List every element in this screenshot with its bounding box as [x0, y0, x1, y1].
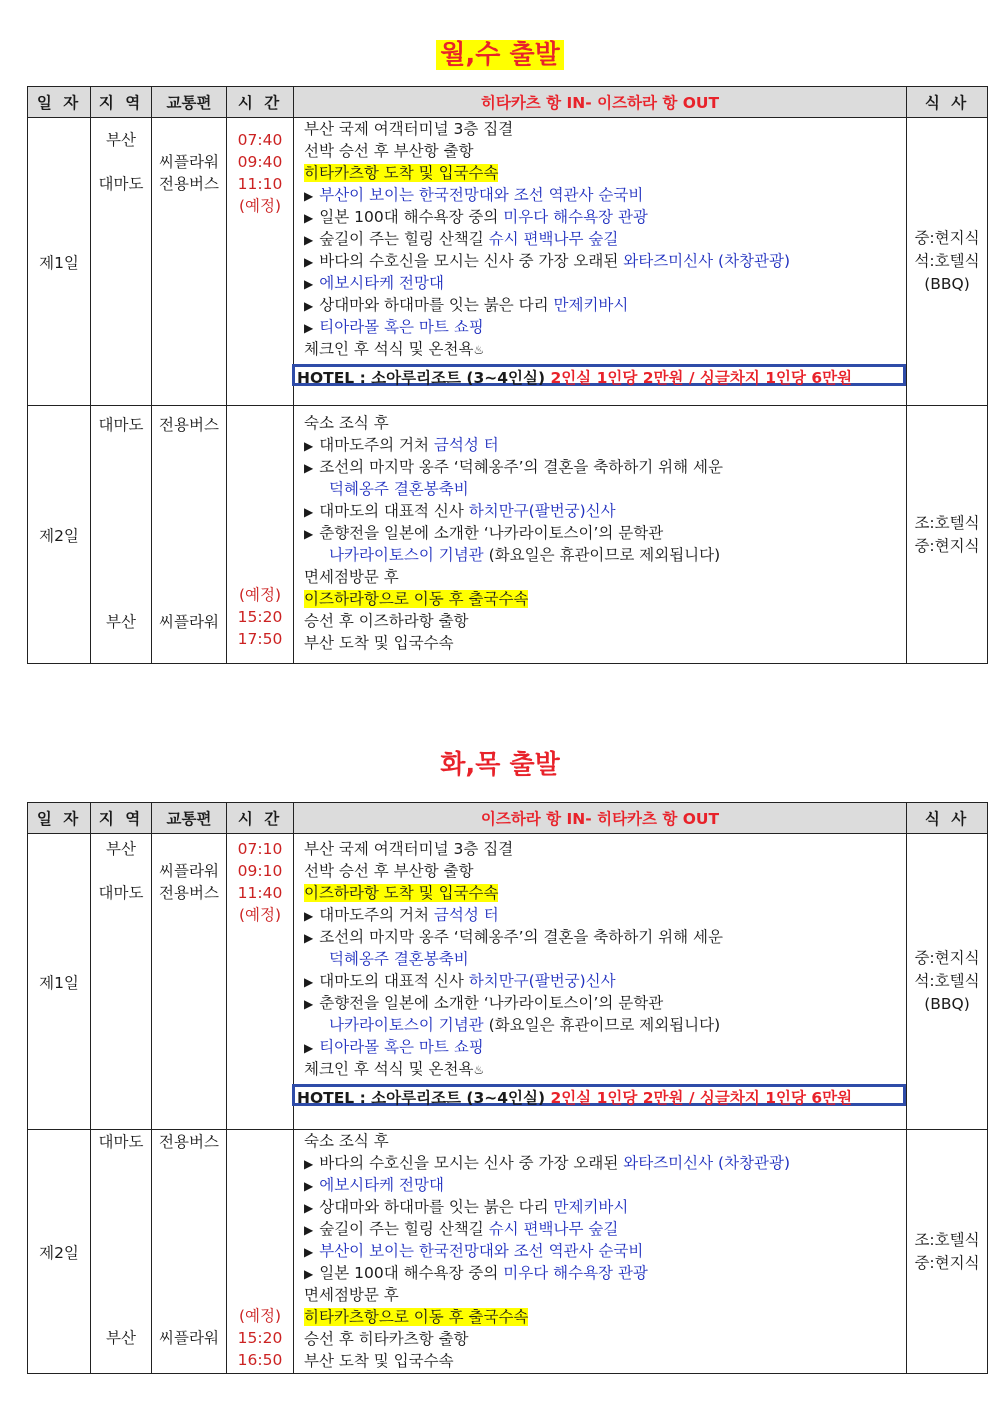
meal-cell	[907, 1130, 988, 1374]
day-label: 제1일	[28, 834, 91, 1130]
meal-line: 중:현지식	[914, 229, 980, 247]
attraction-name: 나카라이토스이 기념관	[329, 1016, 484, 1034]
schedule-table-tue-thu	[27, 802, 988, 1374]
itinerary-line: 부산 도착 및 입국수속	[304, 1352, 454, 1370]
itinerary-line	[304, 1036, 906, 1058]
time-line: 09:40	[237, 153, 283, 171]
table-row-day1	[28, 834, 988, 1130]
transport-line	[152, 129, 226, 151]
transport-bottom: 씨플라워	[159, 613, 219, 631]
hotel-price: 2인실 1인당 2만원 / 싱글차지 1인당 6만원	[550, 1089, 853, 1107]
bullet-triangle-icon: ▶	[304, 189, 314, 203]
header-region: 지 역	[91, 87, 152, 118]
line-text: 체크인 후 석식 및 온천욕	[304, 1060, 474, 1078]
attraction-name: 와타즈미신사 (차창관광)	[623, 252, 791, 270]
bullet-triangle-icon: ▶	[304, 1041, 314, 1055]
itinerary-line: 숙소 조식 후	[304, 1132, 389, 1150]
time-line: 07:40	[237, 131, 283, 149]
region-line	[91, 151, 151, 173]
region-line: 대마도	[98, 884, 144, 902]
line-prefix: 조선의 마지막 옹주 ‘덕혜옹주’의 결혼을 축하하기 위해 세운	[319, 458, 723, 476]
meal-line: 조:호텔식	[914, 513, 980, 532]
meal-line: (BBQ)	[924, 275, 970, 293]
time-line: 09:10	[237, 862, 283, 880]
itinerary-line	[304, 500, 906, 522]
itinerary-line: 승선 후 이즈하라항 출항	[304, 612, 469, 630]
itinerary-line	[304, 926, 906, 948]
header-meal: 식 사	[907, 803, 988, 834]
itinerary-line	[304, 904, 906, 926]
header-day: 일 자	[28, 87, 91, 118]
itinerary-line	[304, 1196, 906, 1218]
line-prefix: 상대마와 하대마를 잇는 붉은 다리	[319, 1198, 554, 1216]
itinerary-line: 승선 후 히타카츠항 출항	[304, 1330, 469, 1348]
itinerary-line	[304, 272, 906, 294]
hotel-info	[297, 360, 906, 387]
line-suffix: (화요일은 휴관이므로 제외됩니다)	[483, 546, 721, 564]
line-prefix: 일본 100대 해수욕장 중의	[319, 208, 504, 226]
itinerary-line: 부산 국제 여객터미널 3층 집결	[304, 120, 514, 138]
day-label: 제1일	[28, 118, 91, 406]
time-line: 16:50	[237, 1351, 283, 1369]
header-meal: 식 사	[907, 87, 988, 118]
attraction-name: 티아라몰 혹은 마트 쇼핑	[319, 318, 484, 336]
itinerary-line	[304, 206, 906, 228]
itinerary-line	[304, 184, 906, 206]
transport-cell	[152, 118, 227, 406]
header-route: 이즈하라 항 IN- 히타카츠 항 OUT	[294, 803, 907, 834]
meal-line: 중:현지식	[914, 536, 980, 555]
table-row-day2	[28, 406, 988, 664]
bullet-triangle-icon: ▶	[304, 1267, 314, 1281]
itinerary-line	[304, 882, 906, 904]
time-line: (예정)	[238, 586, 282, 604]
attraction-name: 미우다 해수욕장 관광	[503, 1264, 648, 1282]
header-transport: 교통편	[152, 87, 227, 118]
table-row-day1	[28, 118, 988, 406]
bullet-triangle-icon: ▶	[304, 1245, 314, 1259]
region-cell	[91, 834, 152, 1130]
bullet-triangle-icon: ▶	[304, 255, 314, 269]
meal-line: 중:현지식	[914, 949, 980, 967]
itinerary-line	[304, 588, 906, 610]
meal-line: 석:호텔식	[914, 972, 980, 990]
attraction-name: 만제키바시	[553, 296, 629, 314]
line-prefix: 춘향전을 일본에 소개한 ‘나카라이토스이’의 문학관	[319, 524, 664, 542]
meal-line: (BBQ)	[924, 995, 970, 1013]
line-prefix: 대마도주의 거처	[319, 436, 434, 454]
time-line: (예정)	[238, 906, 282, 924]
hot-spring-icon: ♨	[473, 343, 485, 357]
transport-line	[152, 838, 226, 860]
itinerary-line: 선박 승선 후 부산항 출항	[304, 142, 474, 160]
table-row-day2	[28, 1130, 988, 1374]
itinerary-line	[304, 544, 906, 566]
line-prefix: 조선의 마지막 옹주 ‘덕혜옹주’의 결혼을 축하하기 위해 세운	[319, 928, 723, 946]
transport-top: 전용버스	[159, 1133, 219, 1151]
attraction-name: 금석성 터	[433, 436, 499, 454]
bullet-triangle-icon: ▶	[304, 299, 314, 313]
bullet-triangle-icon: ▶	[304, 1179, 314, 1193]
hotel-box	[292, 364, 906, 386]
region-line: 부산	[106, 840, 136, 858]
line-prefix: 숲길이 주는 힐링 산책길	[319, 1220, 489, 1238]
region-bottom: 부산	[106, 613, 136, 631]
itinerary-cell	[294, 834, 907, 1130]
highlight-text: 히타카츠항 도착 및 입국수속	[304, 164, 499, 182]
itinerary-line	[304, 970, 906, 992]
region-cell	[91, 118, 152, 406]
hotel-price: 2인실 1인당 2만원 / 싱글차지 1인당 6만원	[550, 369, 853, 387]
itinerary-line	[304, 1014, 906, 1036]
line-prefix: 대마도의 대표적 신사	[319, 502, 469, 520]
transport-line: 씨플라워	[159, 862, 219, 880]
time-cell	[227, 118, 294, 406]
header-region: 지 역	[91, 803, 152, 834]
transport-cell	[152, 834, 227, 1130]
line-prefix: 대마도주의 거처	[319, 906, 434, 924]
line-text: 체크인 후 석식 및 온천욕	[304, 340, 474, 358]
hotel-label: HOTEL : 소아루리조트 (3~4인실)	[297, 1089, 551, 1107]
header-route: 히타카츠 항 IN- 이즈하라 항 OUT	[294, 87, 907, 118]
meal-line: 조:호텔식	[914, 1230, 980, 1249]
time-cell	[227, 1130, 294, 1374]
hot-spring-icon: ♨	[473, 1063, 485, 1077]
region-cell	[91, 406, 152, 664]
itinerary-line	[304, 1152, 906, 1174]
transport-cell	[152, 406, 227, 664]
itinerary-line	[304, 1174, 906, 1196]
bullet-triangle-icon: ▶	[304, 439, 314, 453]
attraction-name: 에보시타케 전망대	[319, 274, 444, 292]
attraction-name: 티아라몰 혹은 마트 쇼핑	[319, 1038, 484, 1056]
attraction-name: 와타즈미신사 (차창관광)	[623, 1154, 791, 1172]
region-line: 부산	[106, 131, 136, 149]
highlight-text: 히타카츠항으로 이동 후 출국수속	[304, 1308, 529, 1326]
itinerary-line	[304, 1240, 906, 1262]
attraction-name: 하치만구(팔번궁)신사	[468, 502, 616, 520]
time-line: 17:50	[237, 630, 283, 648]
attraction-name: 하치만구(팔번궁)신사	[468, 972, 616, 990]
itinerary-line: 선박 승선 후 부산항 출항	[304, 862, 474, 880]
itinerary-line	[304, 1218, 906, 1240]
hotel-label: HOTEL : 소아루리조트 (3~4인실)	[297, 369, 551, 387]
meal-cell	[907, 118, 988, 406]
itinerary-line	[304, 1262, 906, 1284]
transport-line: 씨플라워	[159, 153, 219, 171]
attraction-name: 금석성 터	[433, 906, 499, 924]
itinerary-line	[304, 162, 906, 184]
bullet-triangle-icon: ▶	[304, 233, 314, 247]
line-prefix: 바다의 수호신을 모시는 신사 중 가장 오래된	[319, 1154, 624, 1172]
time-line: 07:10	[237, 840, 283, 858]
attraction-name: 부산이 보이는 한국전망대와 조선 역관사 순국비	[319, 186, 644, 204]
table-header-row	[28, 803, 988, 834]
time-line: 15:20	[237, 1329, 283, 1347]
itinerary-line	[304, 522, 906, 544]
day-label: 제2일	[28, 1130, 91, 1374]
transport-cell	[152, 1130, 227, 1374]
line-prefix: 상대마와 하대마를 잇는 붉은 다리	[319, 296, 554, 314]
attraction-name: 부산이 보이는 한국전망대와 조선 역관사 순국비	[319, 1242, 644, 1260]
transport-line: 전용버스	[159, 175, 219, 193]
transport-bottom: 씨플라워	[159, 1329, 219, 1347]
highlight-text: 이즈하라항 도착 및 입국수속	[304, 884, 499, 902]
bullet-triangle-icon: ▶	[304, 527, 314, 541]
itinerary-line: 면세점방문 후	[304, 1286, 399, 1304]
schedule-table-mon-wed	[27, 86, 988, 664]
time-line: (예정)	[238, 197, 282, 215]
time-line: 15:20	[237, 608, 283, 626]
line-prefix: 일본 100대 해수욕장 중의	[319, 1264, 504, 1282]
attraction-name: 슈시 편백나무 숲길	[488, 1220, 619, 1238]
itinerary-cell	[294, 406, 907, 664]
itinerary-line	[304, 338, 906, 360]
itinerary-line	[304, 294, 906, 316]
meal-line: 석:호텔식	[914, 252, 980, 270]
line-prefix: 바다의 수호신을 모시는 신사 중 가장 오래된	[319, 252, 624, 270]
transport-top: 전용버스	[159, 416, 219, 434]
bullet-triangle-icon: ▶	[304, 505, 314, 519]
time-cell	[227, 834, 294, 1130]
bullet-triangle-icon: ▶	[304, 277, 314, 291]
line-prefix: 숲길이 주는 힐링 산책길	[319, 230, 489, 248]
itinerary-cell	[294, 1130, 907, 1374]
itinerary-line: 덕혜옹주 결혼봉축비	[329, 480, 469, 498]
bullet-triangle-icon: ▶	[304, 1201, 314, 1215]
time-line: (예정)	[238, 1307, 282, 1325]
header-time: 시 간	[227, 803, 294, 834]
meal-cell	[907, 834, 988, 1130]
table-header-row	[28, 87, 988, 118]
line-suffix: (화요일은 휴관이므로 제외됩니다)	[483, 1016, 721, 1034]
line-prefix: 춘향전을 일본에 소개한 ‘나카라이토스이’의 문학관	[319, 994, 664, 1012]
attraction-name: 만제키바시	[553, 1198, 629, 1216]
transport-line: 전용버스	[159, 884, 219, 902]
bullet-triangle-icon: ▶	[304, 211, 314, 225]
attraction-name: 미우다 해수욕장 관광	[503, 208, 648, 226]
hotel-box	[292, 1084, 906, 1106]
highlight-text: 이즈하라항으로 이동 후 출국수속	[304, 590, 529, 608]
bullet-triangle-icon: ▶	[304, 997, 314, 1011]
itinerary-line	[304, 992, 906, 1014]
bullet-triangle-icon: ▶	[304, 1223, 314, 1237]
section-title-mon-wed: 월,수 출발	[0, 34, 1000, 71]
itinerary-line: 숙소 조식 후	[304, 414, 389, 432]
itinerary-line	[304, 228, 906, 250]
itinerary-line: 부산 국제 여객터미널 3층 집결	[304, 840, 514, 858]
itinerary-line	[304, 1306, 906, 1328]
region-cell	[91, 1130, 152, 1374]
region-line	[91, 860, 151, 882]
hotel-info	[297, 1080, 906, 1107]
line-prefix: 대마도의 대표적 신사	[319, 972, 469, 990]
attraction-name: 에보시타케 전망대	[319, 1176, 444, 1194]
bullet-triangle-icon: ▶	[304, 931, 314, 945]
itinerary-line	[304, 250, 906, 272]
itinerary-line: 부산 도착 및 입국수속	[304, 634, 454, 652]
bullet-triangle-icon: ▶	[304, 1157, 314, 1171]
time-line: 11:10	[237, 175, 283, 193]
itinerary-line	[304, 1058, 906, 1080]
meal-line: 중:현지식	[914, 1253, 980, 1272]
bullet-triangle-icon: ▶	[304, 461, 314, 475]
header-transport: 교통편	[152, 803, 227, 834]
bullet-triangle-icon: ▶	[304, 975, 314, 989]
bullet-triangle-icon: ▶	[304, 909, 314, 923]
bullet-triangle-icon: ▶	[304, 321, 314, 335]
itinerary-cell	[294, 118, 907, 406]
itinerary-line: 면세점방문 후	[304, 568, 399, 586]
itinerary-line	[304, 434, 906, 456]
header-time: 시 간	[227, 87, 294, 118]
attraction-name: 나카라이토스이 기념관	[329, 546, 484, 564]
section-title-tue-thu: 화,목 출발	[440, 750, 560, 780]
day-label: 제2일	[28, 406, 91, 664]
meal-cell	[907, 406, 988, 664]
time-cell	[227, 406, 294, 664]
attraction-name: 슈시 편백나무 숲길	[488, 230, 619, 248]
itinerary-line	[304, 456, 906, 478]
region-top: 대마도	[98, 416, 144, 434]
region-line: 대마도	[98, 175, 144, 193]
region-bottom: 부산	[106, 1329, 136, 1347]
time-line: 11:40	[237, 884, 283, 902]
header-day: 일 자	[28, 803, 91, 834]
region-top: 대마도	[98, 1133, 144, 1151]
itinerary-line	[304, 316, 906, 338]
itinerary-line: 덕혜옹주 결혼봉축비	[329, 950, 469, 968]
